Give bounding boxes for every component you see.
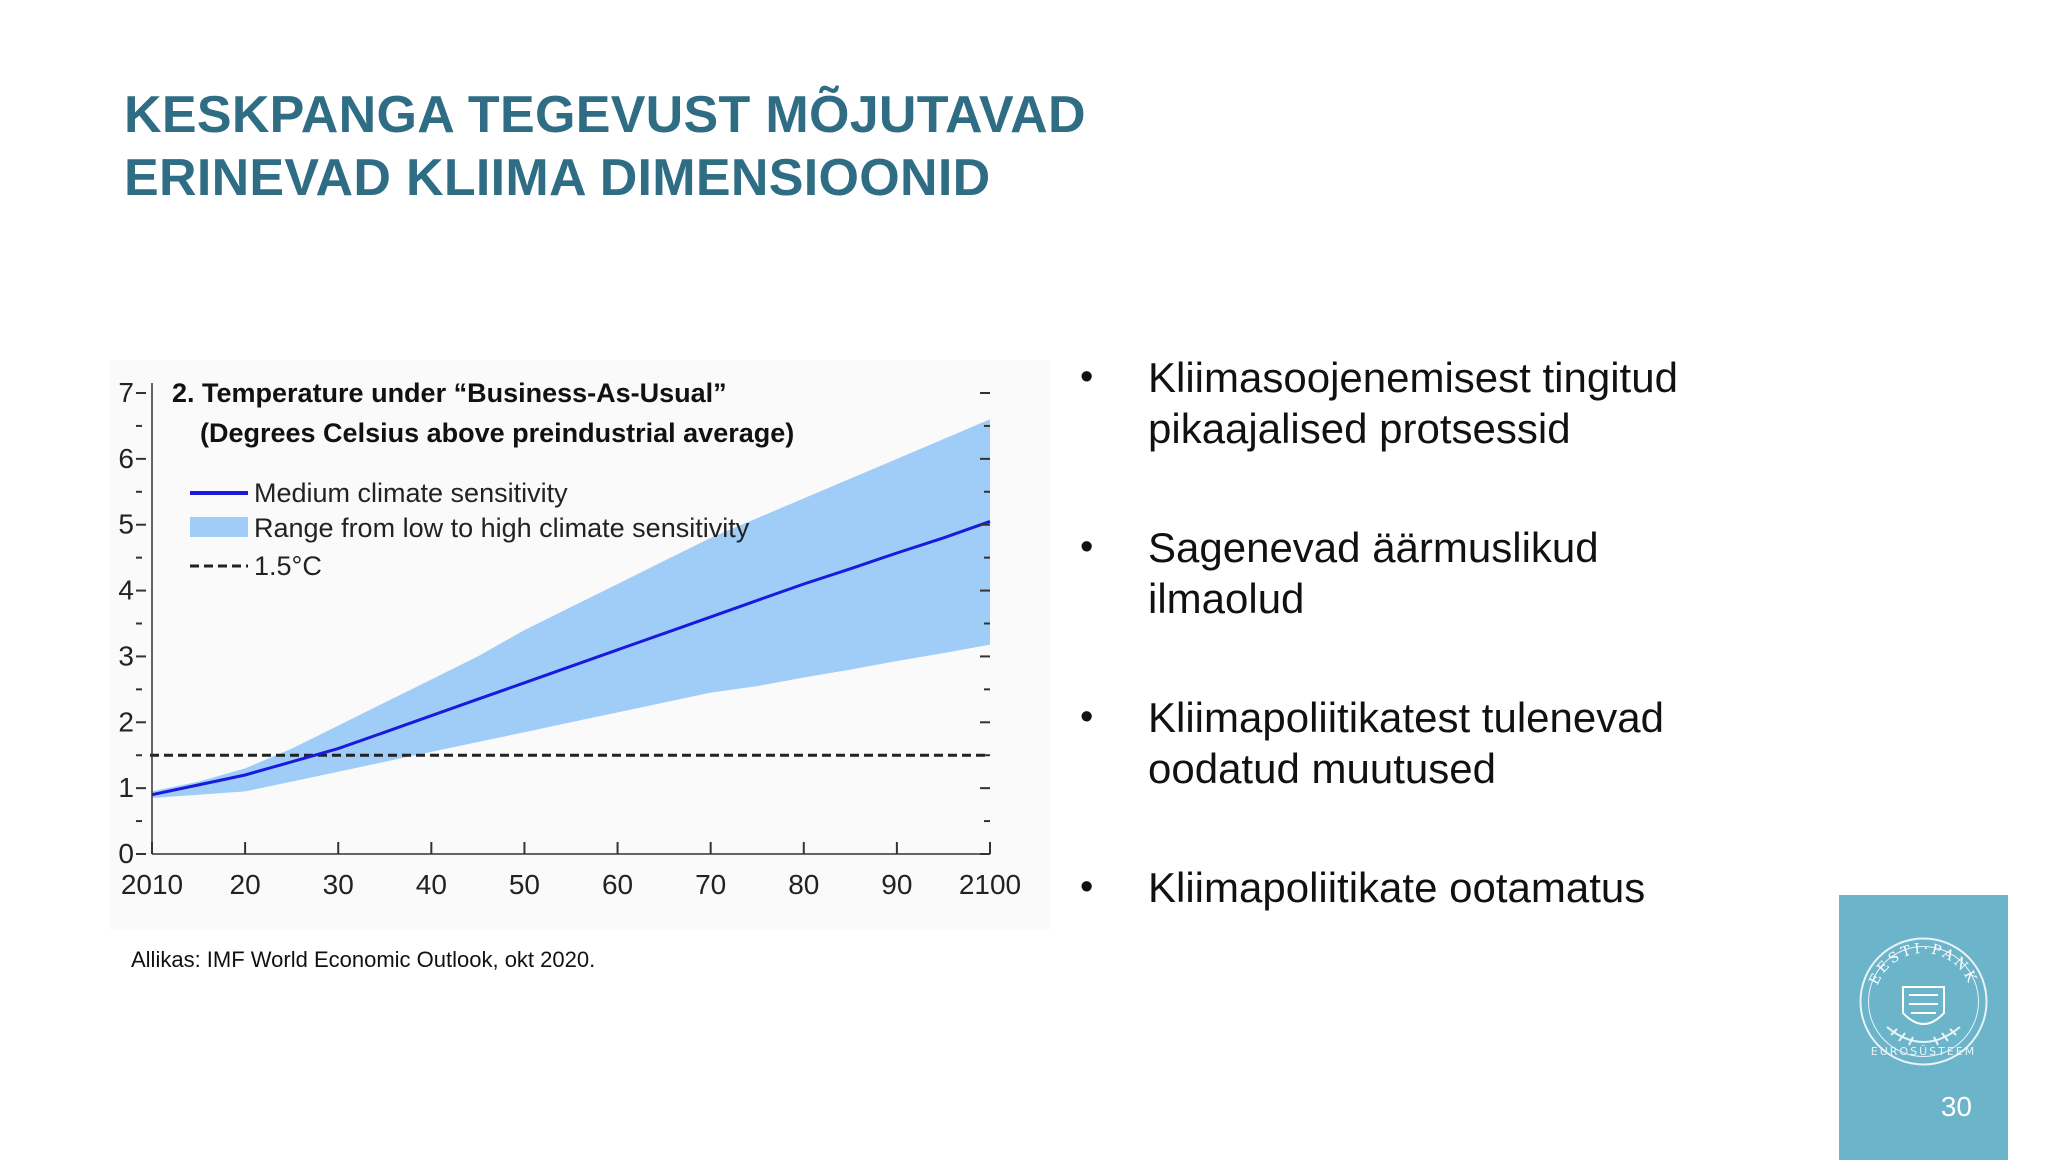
y-tick-label: 4 (118, 574, 134, 606)
brand-box (1839, 895, 2008, 1160)
x-tick-label: 60 (601, 869, 634, 900)
range-band (152, 419, 990, 798)
x-tick-label: 2010 (120, 869, 184, 900)
y-tick-label: 5 (118, 508, 134, 540)
chart-canvas (110, 360, 1050, 930)
slide-title-line-1: KESKPANGA TEGEVUST MÕJUTAVAD (124, 86, 1086, 144)
x-tick-label: 20 (229, 869, 261, 900)
y-tick-label: 2 (118, 706, 134, 738)
bullet-long-term-processes (1080, 352, 1720, 454)
y-tick-label: 7 (118, 377, 134, 408)
bullet-line: pikaajalised protsessid (1148, 405, 1571, 452)
x-tick-label: 80 (788, 869, 820, 900)
bullet-line: Sagenevad äärmuslikud (1148, 524, 1599, 571)
bullet-line: Kliimasoojenemisest tingitud (1148, 354, 1678, 401)
x-tick-label: 70 (695, 869, 727, 900)
chart-subtitle: (Degrees Celsius above preindustrial average) (200, 418, 795, 448)
slide-title-line-2: ERINEVAD KLIIMA DIMENSIOONID (124, 149, 991, 207)
source-note: Allikas: IMF World Economic Outlook, okt 2020. (131, 947, 596, 972)
bullet-extreme-weather (1080, 522, 1720, 624)
x-tick-label: 40 (415, 869, 447, 900)
x-tick-label: 30 (322, 869, 354, 900)
y-tick-label: 6 (118, 442, 134, 474)
y-tick-label: 3 (118, 640, 134, 672)
bullet-policy-uncertainty (1080, 862, 1720, 913)
bullet-line: oodatud muutused (1148, 745, 1496, 792)
chart-title: 2. Temperature under “Business-As-Usual” (172, 378, 727, 408)
legend-label-range: Range from low to high climate sensitivity (254, 513, 750, 543)
page-number: 30 (1940, 1091, 1972, 1122)
eurosystem-label: EUROSÜSTEEM (1870, 1045, 1977, 1058)
svg-text:EESTI·PANK: EESTI·PANK (1866, 940, 1981, 988)
legend-label-reference: 1.5°C (254, 551, 322, 581)
bullet-line: ilmaolud (1148, 575, 1305, 622)
slide-title (124, 84, 1086, 210)
temperature-chart (110, 360, 1050, 930)
bullet-line: Kliimapoliitikate ootamatus (1148, 864, 1646, 911)
legend-band-swatch (190, 517, 248, 537)
legend-label-medium: Medium climate sensitivity (254, 478, 568, 508)
x-tick-label: 50 (508, 869, 541, 900)
x-tick-label: 90 (881, 869, 913, 900)
x-tick-label: 2100 (958, 869, 1022, 900)
y-tick-label: 1 (118, 772, 134, 804)
y-tick-label: 0 (118, 838, 134, 869)
bullet-line: Kliimapoliitikatest tulenevad (1148, 694, 1664, 741)
bullet-list (1080, 352, 1720, 981)
bullet-policy-changes (1080, 692, 1720, 794)
